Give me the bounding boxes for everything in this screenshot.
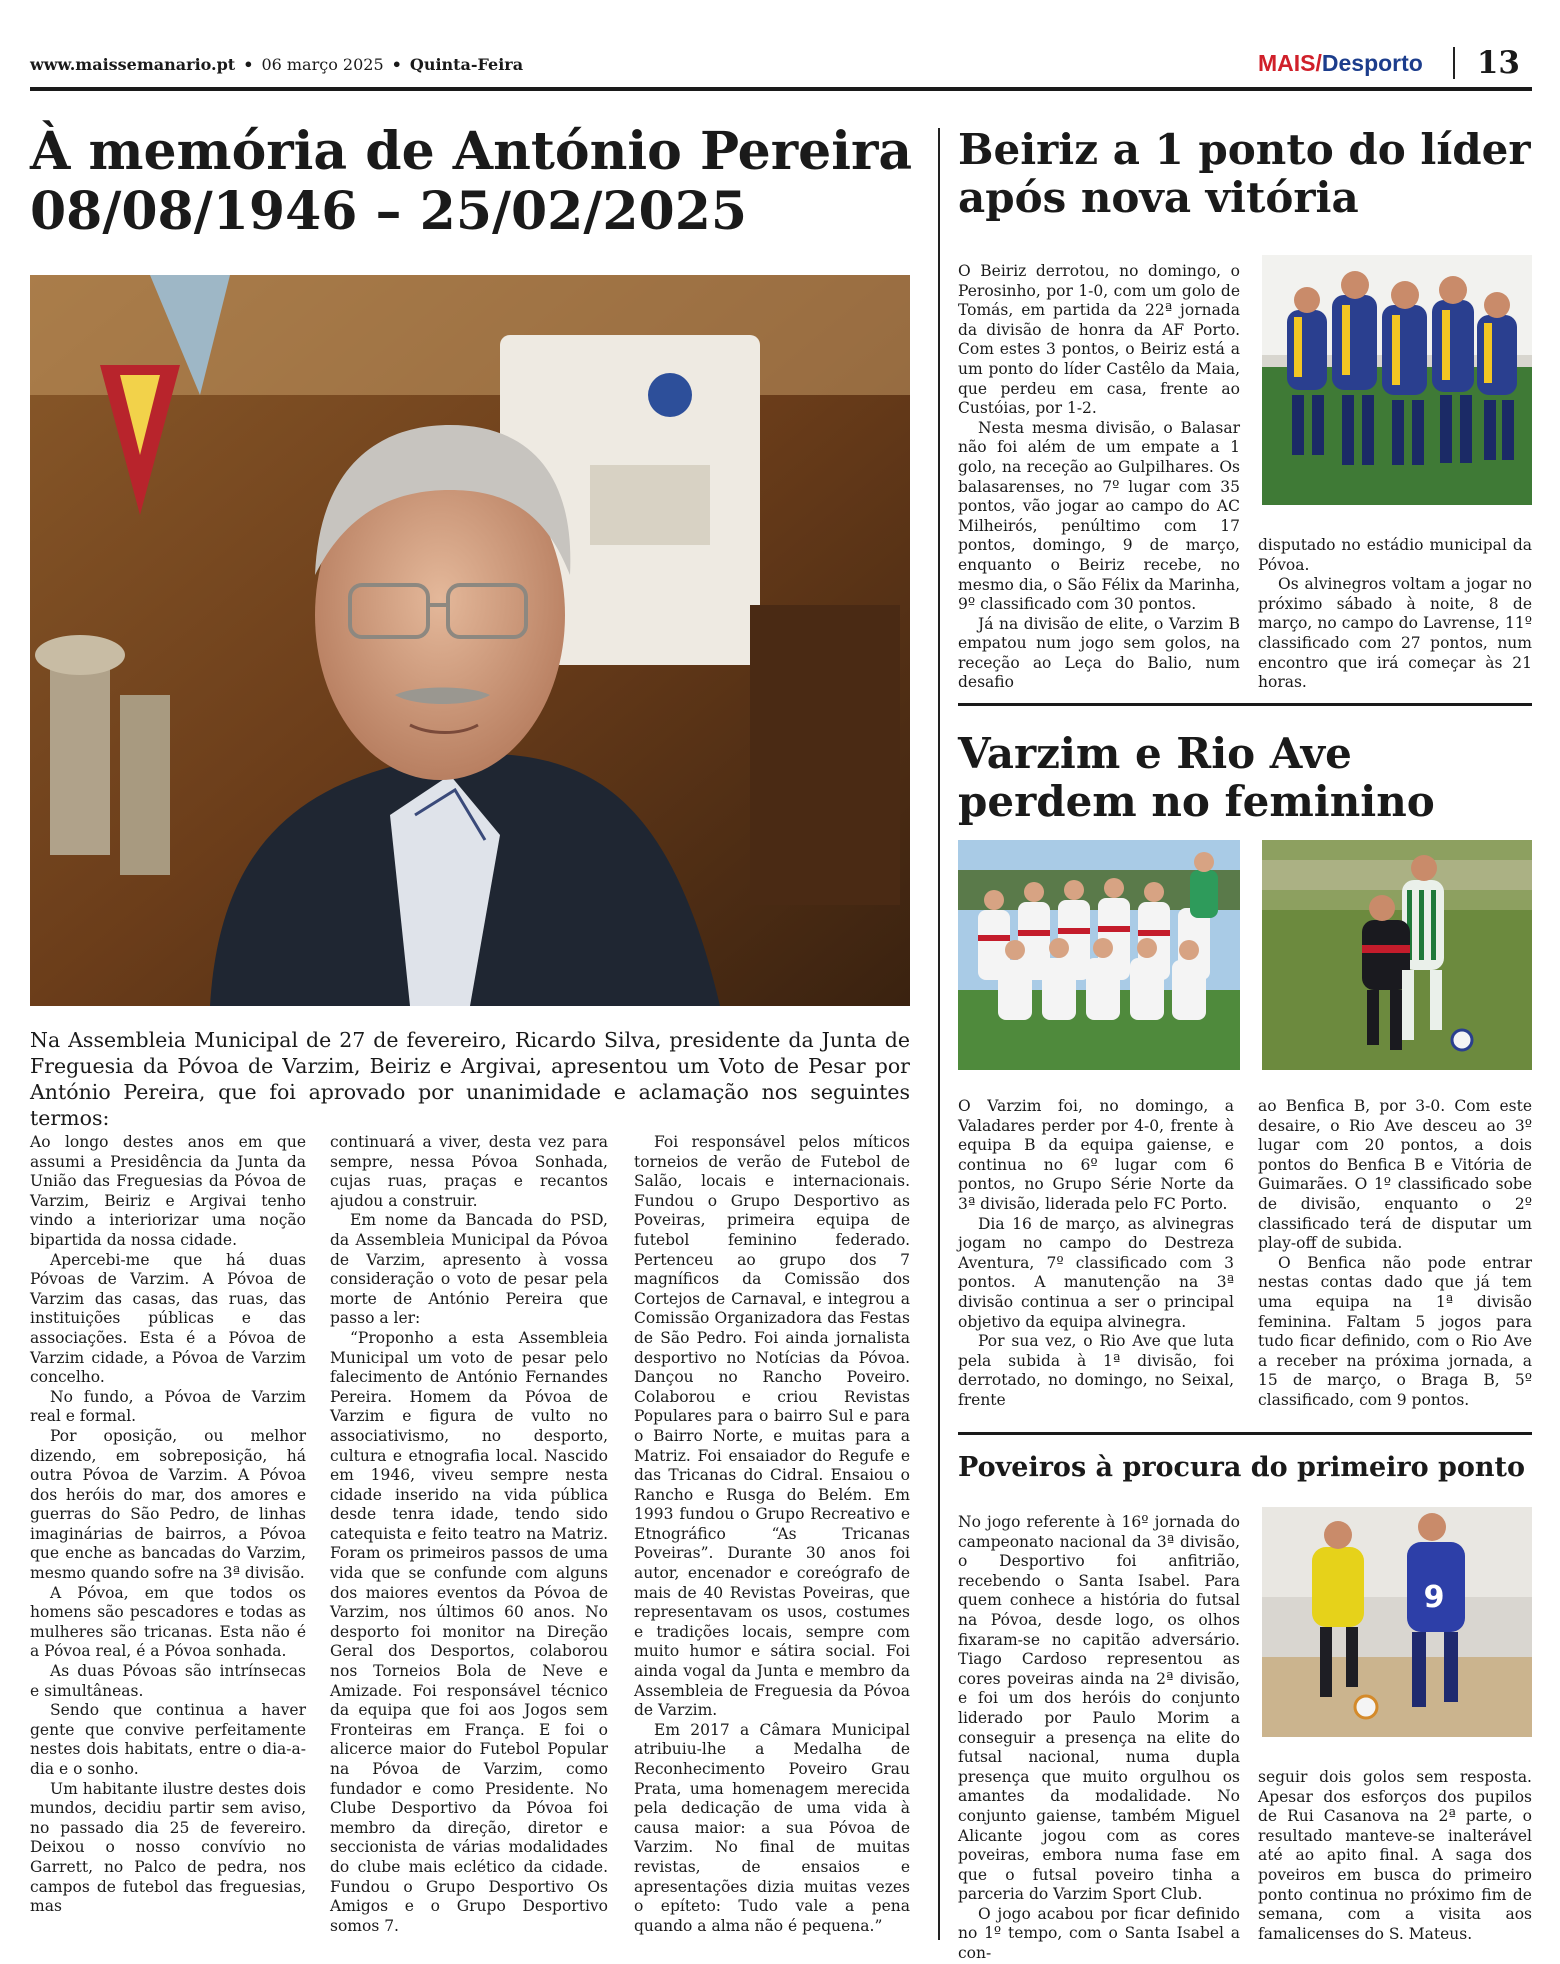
website-link[interactable]: www.maissemanario.pt <box>30 55 236 74</box>
paragraph: continuará a viver, desta vez para sempre, nessa Póvoa Sonhada, cujas ruas, praças e recantos ajudou a construir. <box>330 1133 608 1210</box>
page-header-info <box>30 55 523 74</box>
main-article-lede: Na Assembleia Municipal de 27 de fevereiro, Ricardo Silva, presidente da Junta de Freguesia da Póvoa de Varzim, Beiriz e Argivai, apresentou um Voto de Pesar por António Pereira, que foi aprovado por unanimidade e aclamação nos seguintes termos: <box>30 1028 910 1130</box>
beiriz-article-column-right <box>1258 536 1532 693</box>
portrait-photo <box>30 275 910 1006</box>
paragraph: Apercebi-me que há duas Póvoas de Varzim. A Póvoa de Varzim das casas, das ruas, das instituições públicas e das associações. Esta é a Póvoa de Varzim cidade, a Póvoa de Varzim concelho. <box>30 1250 306 1387</box>
paragraph: O Varzim foi, no domingo, a Valadares perder por 4-0, frente à equipa B da equipa gaiense, e continua no 6º lugar com 6 pontos, no Grupo Série Norte da 3ª divisão, liderada pelo FC Porto. <box>958 1097 1234 1213</box>
paragraph: O jogo acabou por ficar definido no 1º tempo, com o Santa Isabel a con- <box>958 1904 1240 1963</box>
page-number: 13 <box>1476 45 1520 81</box>
issue-weekday: Quinta-Feira <box>409 55 524 74</box>
header-bullet: • <box>243 55 254 74</box>
paragraph: Dia 16 de março, as alvinegras jogam no campo do Destreza Aventura, 7º classificado com 3 pontos. A manutenção na 3ª divisão continua a ser o principal objetivo da equipa alvinegra. <box>958 1214 1234 1331</box>
paragraph: Em nome da Bancada do PSD, da Assembleia Municipal da Póvoa de Varzim, apresento à vossa consideração o voto de pesar pela morte de António Pereira que passo a ler: <box>330 1211 608 1328</box>
paragraph: Ao longo destes anos em que assumi a Presidência da Junta da União das Freguesias da Póvoa de Varzim, Beiriz e Argivai tenho vindo a interiorizar uma noção bipartida da nossa cidade. <box>30 1133 306 1249</box>
paragraph: Os alvinegros voltam a jogar no próximo sábado à noite, 8 de março, no campo do Lavrense, 11º classificado com 27 pontos, num encontro que irá começar às 21 horas. <box>1258 575 1532 692</box>
team-group-photo <box>958 840 1240 1070</box>
column-divider <box>938 128 940 1940</box>
paragraph: No jogo referente à 16º jornada do campeonato nacional da 3ª divisão, o Desportivo foi anfitrião, recebendo o Santa Isabel. Para quem conhece a história do futsal na Póvoa, desde logo, os olhos fixaram-se no capitão adversário. Tiago Cardoso representou as cores poveiras ainda na 2ª divisão, e foi um dos heróis do conjunto liderado por Paulo Morim a conseguir a presença na elite do futsal nacional, numa dupla presença que muito orgulhou os amantes da modalidade. No conjunto gaiense, também Miguel Alicante jogou com as cores poveiras, embora numa fase em que o futsal poveiro tinha a parceria do Varzim Sport Club. <box>958 1513 1240 1904</box>
section-rule <box>958 1432 1532 1435</box>
section-slash: / <box>1315 49 1322 76</box>
paragraph: Em 2017 a Câmara Municipal atribuiu-lhe a Medalha de Reconhecimento Poveiro Grau Prata, uma homenagem merecida pela dedicação de uma vida à causa maior: a sua Póvoa de Varzim. No final de muitas revistas, de ensaios e apresentações dizia muitas vezes o epíteto: Tudo vale a pena quando a alma não é pequena.” <box>634 1720 910 1935</box>
issue-date: 06 março 2025 <box>261 55 384 74</box>
main-article-column-1 <box>30 1133 306 1917</box>
section-header <box>1258 46 1520 80</box>
header-rule <box>30 87 1532 91</box>
paragraph: disputado no estádio municipal da Póvoa. <box>1258 536 1532 574</box>
poveiros-article-title: Poveiros à procura do primeiro ponto <box>958 1452 1526 1483</box>
header-divider <box>1453 47 1455 79</box>
header-bullet: • <box>391 55 402 74</box>
paragraph: O Benfica não pode entrar nestas contas dado que já tem uma equipa na 1ª divisão feminina. Faltam 5 jogos para tudo ficar definido, com o Rio Ave a receber na próxima jornada, a 15 de março, o Braga B, 5º classificado, com 9 pontos. <box>1258 1253 1532 1409</box>
paragraph: Nesta mesma divisão, o Balasar não foi além de um empate a 1 golo, na receção ao Gulpilhares. Os balasarenses, no 7º lugar com 35 pontos, vão jogar ao campo do AC Milheirós, penúltimo com 17 pontos, domingo, 9 de março, enquanto o Beiriz recebe, no mesmo dia, o São Félix da Marinha, 9º classificado com 30 pontos. <box>958 418 1240 614</box>
paragraph: As duas Póvoas são intrínsecas e simultâneas. <box>30 1662 306 1700</box>
title-line-name: À memória de António Pereira <box>30 121 913 182</box>
section-rule <box>958 703 1532 706</box>
svg-text:9: 9 <box>1423 1580 1445 1615</box>
paragraph: No fundo, a Póvoa de Varzim real e formal. <box>30 1387 306 1426</box>
beiriz-article-column-left <box>958 262 1240 693</box>
section-name: Desporto <box>1321 49 1423 76</box>
paragraph: Por oposição, ou melhor dizendo, em sobreposição, há outra Póvoa de Varzim. A Póvoa dos heróis do mar, dos amores e guerras do São Pedro, de linhas imaginárias de bairros, a Póvoa que enche as bancadas do Varzim, mesmo quando sofre na 3ª divisão. <box>30 1426 306 1583</box>
paragraph: Já na divisão de elite, o Varzim B empatou num jogo sem golos, na receção ao Leça do Balio, num desafio <box>958 614 1240 692</box>
paragraph: O Beiriz derrotou, no domingo, o Perosinho, por 1-0, com um golo de Tomás, em partida da 22ª jornada da divisão de honra da AF Porto. Com estes 3 pontos, o Beiriz está a um ponto do líder Castêlo da Maia, que perdeu em casa, frente ao Custóias, por 1-2. <box>958 262 1240 418</box>
futsal-action-photo <box>1262 1507 1532 1737</box>
feminino-article-column-left <box>958 1097 1234 1411</box>
paragraph: ao Benfica B, por 3-0. Com este desaire, o Rio Ave desceu ao 3º lugar com 20 pontos, a dois pontos do Benfica B e Vitória de Guimarães. O 1º classificado sobe de divisão, enquanto o 2º classificado terá de disputar um play-off de subida. <box>1258 1097 1532 1253</box>
main-article-title <box>30 122 920 242</box>
paragraph: Por sua vez, o Rio Ave que luta pela subida à 1ª divisão, foi derrotado, no domingo, no Seixal, frente <box>958 1332 1234 1409</box>
main-article-column-2 <box>330 1133 608 1936</box>
title-line-dates: 08/08/1946 – 25/02/2025 <box>30 181 748 242</box>
main-article-column-3 <box>634 1133 910 1936</box>
paragraph: Sendo que continua a haver gente que convive perfeitamente nestes dois habitats, entre o dia-a-dia e o sonho. <box>30 1701 306 1778</box>
section-brand: MAIS <box>1258 49 1316 76</box>
beiriz-article-title: Beiriz a 1 ponto do líder após nova vitória <box>958 125 1531 222</box>
match-action-photo <box>1262 840 1532 1070</box>
team-celebration-photo <box>1262 255 1532 505</box>
poveiros-article-column-right <box>1258 1768 1532 1944</box>
paragraph: “Proponho a esta Assembleia Municipal um voto de pesar pelo falecimento de António Fernandes Pereira. Homem da Póvoa de Varzim e figura de vulto no associativismo, no desporto, cultura e etnografia local. Nascido em 1946, viveu sempre nesta cidade inserido na vida pública desde tenra idade, tendo sido catequista e feito teatro na Matriz. Foram os primeiros passos de uma vida que se confunde com alguns dos maiores eventos da Póvoa de Varzim, nos últimos 60 anos. No desporto foi monitor na Direção Geral dos Desportos, colaborou nos Torneios Bola de Neve e Amizade. Foi responsável técnico da equipa que foi aos Jogos sem Fronteiras em França. E foi o alicerce maior do Futebol Popular na Póvoa de Varzim, como fundador e como Presidente. No Clube Desportivo da Póvoa foi membro da direção, diretor e seccionista de várias modalidades do clube mais eclético da cidade. Fundou o Grupo Desportivo Os Amigos e o Grupo Desportivo somos 7. <box>330 1328 608 1935</box>
paragraph: seguir dois golos sem resposta. Apesar dos esforços dos pupilos de Rui Casanova na 2ª parte, o resultado manteve-se inalterável até ao apito final. A saga dos poveiros em busca do primeiro ponto continua no próximo fim de semana, com a visita aos famalicenses do S. Mateus. <box>1258 1768 1532 1943</box>
paragraph: Um habitante ilustre destes dois mundos, decidiu partir sem aviso, no passado dia 25 de fevereiro. Deixou o nosso convívio no Garrett, no Palco de pedra, nos campos de futebol das freguesias, mas <box>30 1779 306 1916</box>
feminino-article-title: Varzim e Rio Ave perdem no feminino <box>958 729 1435 826</box>
paragraph: A Póvoa, em que todos os homens são pescadores e todas as mulheres são tricanas. Esta não é a Póvoa real, é a Póvoa sonhada. <box>30 1583 306 1661</box>
paragraph: Foi responsável pelos míticos torneios de verão de Futebol de Salão, locais e internacionais. Fundou o Grupo Desportivo as Poveiras, primeira equipa de futebol feminino federado. Pertenceu ao grupo dos 7 magníficos da Comissão dos Cortejos de Carnaval, e integrou a Comissão Organizadora das Festas de São Pedro. Foi ainda jornalista desportivo no Notícias da Póvoa. Dançou no Rancho Poveiro. Colaborou e criou Revistas Populares para o bairro Sul e para o Bairro Norte, e muitas para a Matriz. Foi ensaiador do Regufe e das Tricanas do Cidral. Ensaiou o Rancho e Rusga do Belém. Em 1993 fundou o Grupo Recreativo e Etnográfico “As Tricanas Poveiras”. Durante 30 anos foi autor, encenador e coreógrafo de mais de 40 Revistas Poveiras, que representavam os usos, costumes e tradições locais, sempre com muito humor e sátira social. Foi ainda vogal da Junta e membro da Assembleia de Freguesia da Póvoa de Varzim. <box>634 1133 910 1720</box>
feminino-article-column-right <box>1258 1097 1532 1411</box>
poveiros-article-column-left <box>958 1513 1240 1964</box>
